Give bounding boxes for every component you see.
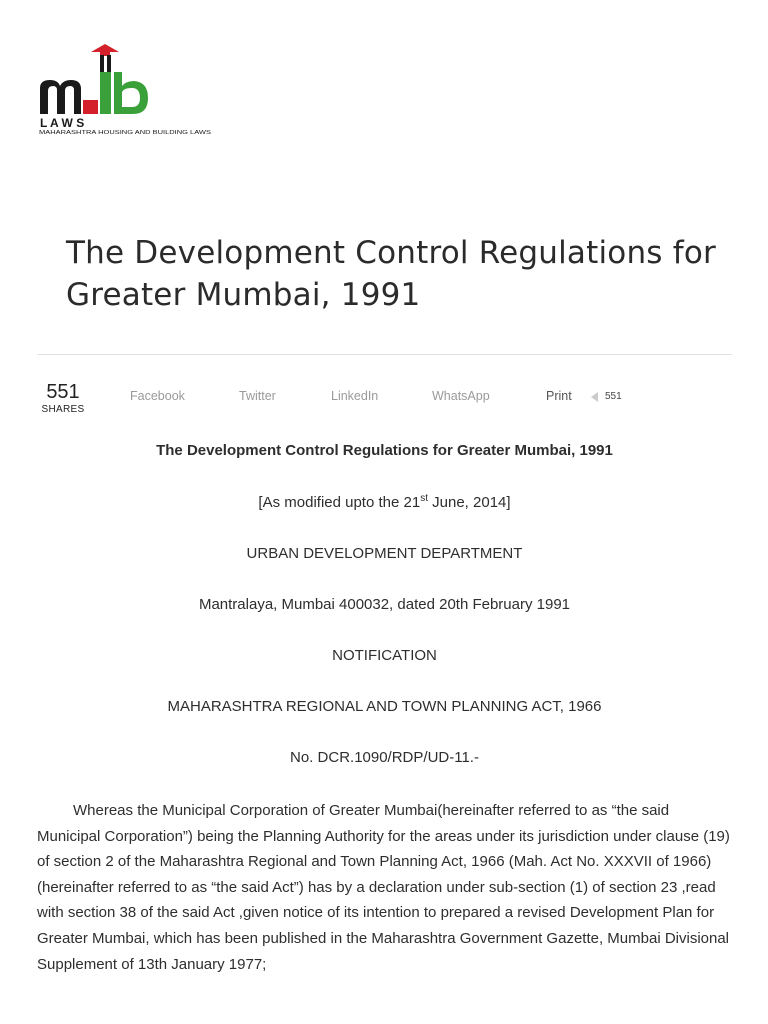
act-line: MAHARASHTRA REGIONAL AND TOWN PLANNING ACT, 1966 — [167, 698, 602, 715]
modified-suffix: June, 2014] — [427, 494, 511, 511]
logo-letter-h-stem — [100, 72, 111, 114]
title-divider — [37, 354, 732, 355]
modified-date-line — [37, 493, 732, 513]
modified-prefix: [As modified upto the 21 — [258, 494, 421, 511]
logo-letter-b — [114, 72, 148, 114]
logo-pillar-right — [107, 55, 111, 72]
modified-sup: st — [420, 493, 428, 504]
page-title: The Development Control Regulations for Greater Mumbai, 1991 — [66, 235, 716, 313]
caret-left-icon — [591, 392, 598, 402]
logo-letter-m — [40, 80, 81, 114]
share-count-number: 551 — [46, 381, 80, 403]
logo-tagline: MAHARASHTRA HOUSING AND BUILDING LAWS — [39, 130, 212, 136]
mhb-laws-logo[interactable] — [38, 42, 214, 138]
share-small-count: 551 — [605, 391, 622, 402]
department-line: URBAN DEVELOPMENT DEPARTMENT — [246, 545, 523, 562]
share-twitter-link[interactable]: Twitter — [239, 389, 276, 403]
logo-roof-arrow — [91, 44, 119, 56]
share-facebook-link[interactable]: Facebook — [130, 389, 185, 403]
share-count-label: SHARES — [41, 404, 85, 415]
share-whatsapp-link[interactable]: WhatsApp — [432, 389, 490, 403]
number-line: No. DCR.1090/RDP/UD-11.- — [290, 749, 479, 766]
content-heading: The Development Control Regulations for Greater Mumbai, 1991 — [156, 442, 613, 459]
address-line: Mantralaya, Mumbai 400032, dated 20th February 1991 — [198, 596, 571, 613]
logo-red-block — [83, 100, 98, 114]
share-count — [37, 380, 89, 416]
print-link[interactable]: Print — [546, 389, 572, 403]
logo-pillar-left — [100, 55, 104, 72]
logo-word: L A W S — [40, 116, 85, 130]
share-linkedin-link[interactable]: LinkedIn — [331, 389, 379, 403]
body-paragraph: Whereas the Municipal Corporation of Greater Mumbai(hereinafter referred to as “the said Municipal Corporation”) being the Planning Authority for the areas under its jurisdiction under clause (19) of section 2 of the Maharashtra Regional and Town Planning Act, 1966 (Mah. Act No. XXXVII of 1966) (hereinafter referred to as “the said Act”) has by a declaration under sub-section (1) of section 23 ,read with section 38 of the said Act ,given notice of its intention to prepared a revised Development Plan for Greater Mumbai, which has been published in the Maharashtra Government Gazette, Mumbai Divisional Supplement of 13th January 1977; — [37, 802, 730, 973]
notification-line: NOTIFICATION — [332, 647, 437, 664]
